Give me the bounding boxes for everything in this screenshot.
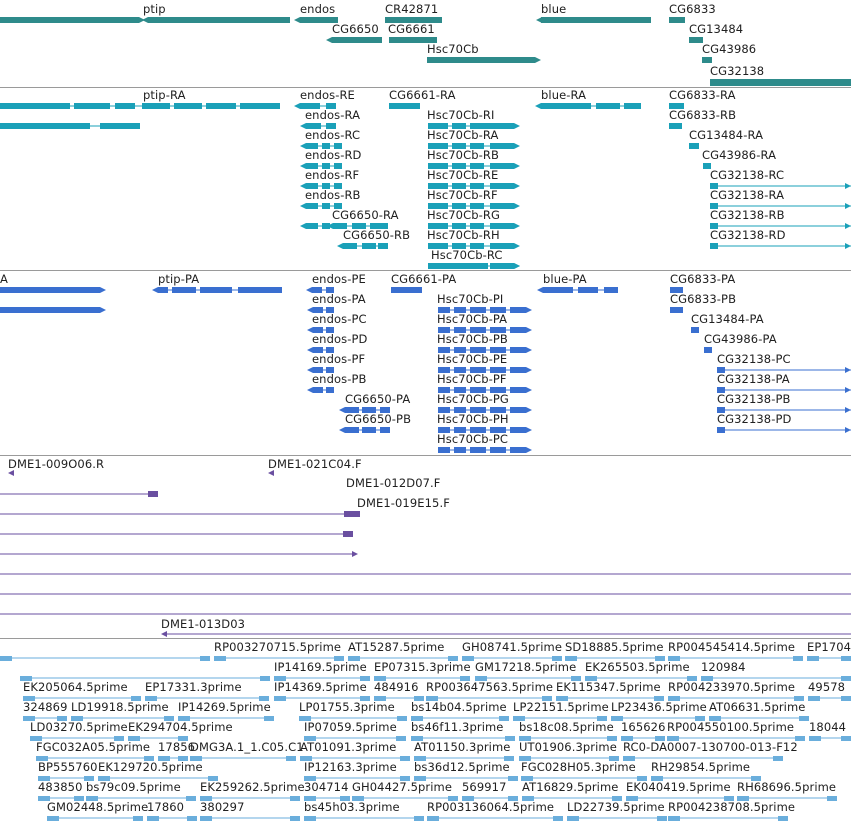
est-label[interactable]: IP14169.5prime bbox=[274, 660, 367, 674]
protein-label[interactable]: blue-PA bbox=[543, 272, 587, 286]
transcript-label[interactable]: endos-RE bbox=[300, 88, 355, 102]
transcript-label[interactable]: Hsc70Cb-RC bbox=[431, 248, 503, 262]
est-label[interactable]: bs14b04.5prime bbox=[411, 700, 507, 714]
est-label[interactable]: FGC028H05.3prime bbox=[521, 760, 636, 774]
protein-label[interactable]: Hsc70Cb-PC bbox=[437, 432, 509, 446]
protein-label[interactable]: endos-PB bbox=[312, 372, 367, 386]
transcript-label[interactable]: endos-RB bbox=[305, 188, 361, 202]
est-label[interactable]: LD19918.5prime bbox=[71, 700, 169, 714]
protein-label[interactable]: CG6661-PA bbox=[391, 272, 457, 286]
est-label[interactable]: DMG3A.1_1.C05.C1 bbox=[190, 740, 304, 754]
gene-label-hsc70cb[interactable]: Hsc70Cb bbox=[427, 42, 479, 56]
est-label[interactable]: EK115347.5prime bbox=[556, 680, 661, 694]
transcript-label[interactable]: CG32138-RB bbox=[710, 208, 785, 222]
est-label[interactable]: EK265503.5prime bbox=[585, 660, 690, 674]
protein-label[interactable]: Hsc70Cb-PA bbox=[437, 312, 508, 326]
protein-label[interactable]: endos-PA bbox=[312, 292, 366, 306]
est-label[interactable]: AT16829.5prime bbox=[522, 780, 619, 794]
protein-label[interactable]: Hsc70Cb-PB bbox=[437, 332, 508, 346]
protein-label[interactable]: CG43986-PA bbox=[704, 332, 777, 346]
gene-label-cg6661[interactable]: CG6661 bbox=[388, 22, 435, 36]
est-label[interactable]: AT01091.3prime bbox=[300, 740, 397, 754]
est-label[interactable]: EK129720.5prime bbox=[98, 760, 203, 774]
transcript-label[interactable]: endos-RF bbox=[305, 168, 360, 182]
transcript-label[interactable]: Hsc70Cb-RH bbox=[427, 228, 500, 242]
est-label[interactable]: RH29854.5prime bbox=[651, 760, 751, 774]
est-label[interactable]: IP12163.3prime bbox=[304, 760, 397, 774]
est-label[interactable]: SD18885.5prime bbox=[565, 640, 664, 654]
transcript-label[interactable]: blue-RA bbox=[541, 88, 587, 102]
est-label[interactable]: bs46f11.3prime bbox=[411, 720, 504, 734]
est-label[interactable]: RP004545414.5prime bbox=[668, 640, 796, 654]
est-label[interactable]: 324869 bbox=[23, 700, 68, 714]
transcript-label[interactable]: CG6833-RB bbox=[669, 108, 737, 122]
est-label[interactable]: RP004550100.5prime bbox=[667, 720, 795, 734]
transcript-label[interactable]: Hsc70Cb-RG bbox=[427, 208, 500, 222]
protein-label[interactable]: CG6833-PB bbox=[670, 292, 737, 306]
protein-label[interactable]: CG6650-PA bbox=[345, 392, 411, 406]
transcript-label[interactable]: CG32138-RD bbox=[710, 228, 786, 242]
transcript-label[interactable]: CG6661-RA bbox=[389, 88, 456, 102]
est-label[interactable]: RP003647563.5prime bbox=[426, 680, 554, 694]
protein-label[interactable]: endos-PC bbox=[312, 312, 367, 326]
est-label[interactable]: 483850 bbox=[38, 780, 83, 794]
protein-label[interactable]: Hsc70Cb-PG bbox=[437, 392, 509, 406]
est-label[interactable]: LP22151.5prime bbox=[513, 700, 609, 714]
transcript-label[interactable]: endos-RC bbox=[305, 128, 361, 142]
transcript-label[interactable]: ptip-RA bbox=[143, 88, 186, 102]
est-label[interactable]: EK040419.5prime bbox=[626, 780, 731, 794]
transcript-label[interactable]: CG32138-RC bbox=[710, 168, 785, 182]
est-label[interactable]: 18044 bbox=[809, 720, 847, 734]
est-label[interactable]: RP003136064.5prime bbox=[427, 800, 555, 814]
est-label[interactable]: bs36d12.5prime bbox=[414, 760, 510, 774]
est-label[interactable]: GM02448.5prime bbox=[47, 800, 149, 814]
est-label[interactable]: EP1704 bbox=[807, 640, 851, 654]
transcript-label[interactable]: Hsc70Cb-RI bbox=[427, 108, 495, 122]
est-label[interactable]: bs18c08.5prime bbox=[519, 720, 614, 734]
clone-label[interactable]: DME1-019E15.F bbox=[357, 496, 450, 510]
est-label[interactable]: GH04427.5prime bbox=[352, 780, 453, 794]
protein-label[interactable]: CG32138-PD bbox=[717, 412, 792, 426]
est-label[interactable]: RP004233970.5prime bbox=[668, 680, 796, 694]
est-label[interactable]: AT15287.5prime bbox=[348, 640, 445, 654]
est-label[interactable]: 304714 bbox=[304, 780, 349, 794]
protein-label[interactable]: Hsc70Cb-PH bbox=[437, 412, 509, 426]
protein-label[interactable]: ptip-PA bbox=[158, 272, 200, 286]
transcript-label[interactable]: endos-RD bbox=[305, 148, 362, 162]
est-label[interactable]: LP01755.3prime bbox=[299, 700, 395, 714]
transcript-label[interactable]: CG6650-RA bbox=[332, 208, 399, 222]
protein-label[interactable]: endos-PE bbox=[312, 272, 366, 286]
est-label[interactable]: EK259262.5prime bbox=[200, 780, 305, 794]
est-label[interactable]: LD22739.5prime bbox=[567, 800, 665, 814]
protein-label[interactable]: endos-PF bbox=[312, 352, 366, 366]
est-label[interactable]: LD03270.5prime bbox=[30, 720, 128, 734]
transcript-label[interactable]: CG13484-RA bbox=[689, 128, 764, 142]
est-label[interactable]: RP004238708.5prime bbox=[668, 800, 796, 814]
gene-label-cg13484[interactable]: CG13484 bbox=[689, 22, 744, 36]
gene-label-ptip[interactable]: ptip bbox=[143, 2, 166, 16]
est-label[interactable]: BP555760 bbox=[38, 760, 98, 774]
protein-label[interactable]: CG6650-PB bbox=[345, 412, 412, 426]
gene-label-cg6650[interactable]: CG6650 bbox=[332, 22, 379, 36]
transcript-label[interactable]: Hsc70Cb-RF bbox=[427, 188, 498, 202]
est-label[interactable]: 380297 bbox=[200, 800, 245, 814]
est-label[interactable]: EP07315.3prime bbox=[374, 660, 471, 674]
protein-label[interactable]: CG32138-PC bbox=[717, 352, 791, 366]
transcript-label[interactable]: CG6833-RA bbox=[669, 88, 736, 102]
protein-label[interactable]: CG32138-PA bbox=[717, 372, 790, 386]
protein-label[interactable]: Hsc70Cb-PF bbox=[437, 372, 507, 386]
transcript-label[interactable]: Hsc70Cb-RE bbox=[427, 168, 499, 182]
clone-label[interactable]: DME1-013D03 bbox=[161, 617, 246, 631]
protein-label[interactable]: Hsc70Cb-PE bbox=[437, 352, 508, 366]
est-label[interactable]: 569917 bbox=[462, 780, 507, 794]
est-label[interactable]: EK294704.5prime bbox=[128, 720, 233, 734]
est-label[interactable]: bs79c09.5prime bbox=[86, 780, 181, 794]
est-label[interactable]: AT06631.5prime bbox=[709, 700, 806, 714]
est-label[interactable]: EK205064.5prime bbox=[23, 680, 128, 694]
est-label[interactable]: EP17331.3prime bbox=[145, 680, 242, 694]
est-label[interactable]: 120984 bbox=[701, 660, 746, 674]
transcript-label[interactable]: CG32138-RA bbox=[710, 188, 785, 202]
est-label[interactable]: GH08741.5prime bbox=[462, 640, 563, 654]
est-label[interactable]: GM17218.5prime bbox=[475, 660, 577, 674]
est-label[interactable]: RP003270715.5prime bbox=[214, 640, 342, 654]
transcript-label[interactable]: CG43986-RA bbox=[702, 148, 777, 162]
clone-label[interactable]: DME1-021C04.F bbox=[268, 457, 362, 471]
est-label[interactable]: IP07059.5prime bbox=[304, 720, 397, 734]
gene-label-blue[interactable]: blue bbox=[541, 2, 567, 16]
est-label[interactable]: UT01906.3prime bbox=[519, 740, 617, 754]
transcript-label[interactable]: Hsc70Cb-RA bbox=[427, 128, 499, 142]
clone-label[interactable]: DME1-009O06.R bbox=[8, 457, 105, 471]
est-label[interactable]: 17856 bbox=[158, 740, 196, 754]
est-label[interactable]: 49578 bbox=[808, 680, 846, 694]
est-label[interactable]: 165626 bbox=[621, 720, 666, 734]
est-label[interactable]: 484916 bbox=[374, 680, 419, 694]
protein-label[interactable]: endos-PD bbox=[312, 332, 368, 346]
protein-label[interactable]: CG6833-PA bbox=[670, 272, 736, 286]
est-label[interactable]: FGC032A05.5prime bbox=[36, 740, 151, 754]
protein-label[interactable]: CG13484-PA bbox=[691, 312, 764, 326]
protein-label[interactable]: A bbox=[0, 272, 8, 286]
est-label[interactable]: LP23436.5prime bbox=[611, 700, 707, 714]
est-label[interactable]: AT01150.3prime bbox=[414, 740, 511, 754]
est-label[interactable]: RH68696.5prime bbox=[737, 780, 837, 794]
est-label[interactable]: IP14369.5prime bbox=[274, 680, 367, 694]
est-label[interactable]: IP14269.5prime bbox=[178, 700, 271, 714]
gene-label-cg32138[interactable]: CG32138 bbox=[710, 64, 765, 78]
est-label[interactable]: bs45h03.3prime bbox=[304, 800, 400, 814]
protein-label[interactable]: CG32138-PB bbox=[717, 392, 791, 406]
gene-label-endos[interactable]: endos bbox=[300, 2, 336, 16]
est-label[interactable]: RC0-DA0007-130700-013-F12 bbox=[623, 740, 798, 754]
protein-label[interactable]: Hsc70Cb-PI bbox=[437, 292, 504, 306]
gene-label-cr42871[interactable]: CR42871 bbox=[385, 2, 439, 16]
gene-label-cg6833[interactable]: CG6833 bbox=[669, 2, 716, 16]
transcript-label[interactable]: endos-RA bbox=[305, 108, 361, 122]
clone-label[interactable]: DME1-012D07.F bbox=[346, 476, 441, 490]
est-label[interactable]: 17860 bbox=[147, 800, 185, 814]
transcript-label[interactable]: Hsc70Cb-RB bbox=[427, 148, 499, 162]
gene-label-cg43986[interactable]: CG43986 bbox=[702, 42, 757, 56]
transcript-label[interactable]: CG6650-RB bbox=[343, 228, 411, 242]
